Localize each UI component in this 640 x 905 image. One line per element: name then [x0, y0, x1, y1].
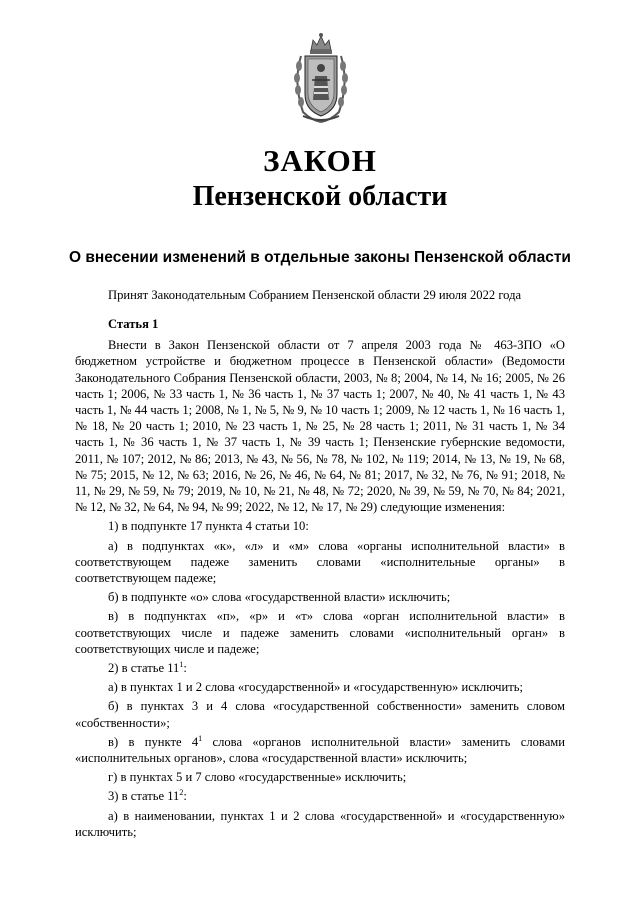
- accepted-note: Принят Законодательным Собранием Пензенской области 29 июля 2022 года: [108, 288, 522, 302]
- item-2-c-post: слова «органов исполнительной власти» заменить словами «исполнительных органов», слова «государственной власти» исключить;: [75, 734, 565, 766]
- item-1-b: б) в подпункте «о» слова «государственной власти» исключить;: [108, 590, 451, 605]
- region-title: Пензенской области: [192, 181, 448, 212]
- item-2-b: б) в пунктах 3 и 4 слова «государственной собственности» заменить словом «собственности»;: [75, 699, 565, 730]
- item-3-superscript: 2: [179, 788, 184, 798]
- article-intro: Внести в Закон Пензенской области от 7 апреля 2003 года № 463-ЗПО «О бюджетном устройстве и бюджетном процессе в Пензенской области» (Ведомости Законодательного Собрания Пензенской области, 2003, № 8; 2004, № 14, № 16; 2005, № 26 часть 1; 2006, № 33 часть 1, № 36 часть 1, № 37 часть 1; 2007, № 40, № 41 часть 1, № 43 часть 1, № 44 часть 1; 2008, № 1, № 5, № 9, № 10 часть 1; 2009, № 12 часть 1, № 16 часть 1, № 18, № 20 часть 1; 2010, № 23 часть 1, № 25, № 28 часть 1; 2011, № 31 часть 1, № 34 часть 1, № 36 часть 1, № 37 часть 1, № 39 часть 1; Пензенские губернские ведомости, 2011, № 107; 2012, № 86; 2013, № 43, № 56, № 78, № 102, № 119; 2014, № 13, № 19, № 68, № 75; 2015, № 12, № 63; 2016, № 26, № 46, № 64, № 81; 2017, № 32, № 76, № 91; 2018, № 11, № 29, № 59, № 79; 2019, № 10, № 21, № 48, № 72; 2020, № 39, № 59, № 70, № 84; 2021, № 12, № 32, № 64, № 94, № 99; 2022, № 12, № 17, № 29) следующие изменения:: [75, 338, 565, 515]
- item-1-a: а) в подпунктах «к», «л» и «м» слова «органы исполнительной власти» в соответствующем падеже заменить словами «исполнительные органы» в соответствующем падеже;: [75, 538, 565, 586]
- item-3-a: а) в наименовании, пунктах 1 и 2 слова «государственной» и «государственную» исключить;: [75, 808, 565, 839]
- item-2: 2) в статье $11^1$:: [108, 659, 187, 676]
- item-1: 1) в подпункте 17 пункта 4 статьи 10:: [108, 519, 309, 534]
- item-2-superscript: 1: [179, 659, 184, 669]
- item-3-text: 3) в статье 11: [108, 789, 180, 804]
- item-2-c-pre: в) в пункте 4: [108, 734, 199, 749]
- item-2-d: г) в пунктах 5 и 7 слово «государственные» исключить;: [108, 770, 407, 785]
- item-1-c: в) в подпунктах «п», «р» и «т» слова «орган исполнительной власти» в соответствующих числе и падеже заменить словами «исполнительный орган» в соответствующих числе и падеже;: [75, 609, 565, 656]
- law-subject: О внесении изменений в отдельные законы Пензенской области: [69, 249, 571, 266]
- item-2-text: 2) в статье 11: [108, 661, 180, 676]
- coat-of-arms-emblem: [291, 32, 351, 124]
- item-2-c: [75, 734, 565, 766]
- item-2-c-superscript: 1: [198, 733, 203, 743]
- law-body: [75, 316, 565, 843]
- item-2-a: а) в пунктах 1 и 2 слова «государственной» и «государственную» исключить;: [108, 680, 523, 695]
- item-3: 3) в статье $11^2$:: [108, 788, 187, 804]
- article-heading: Статья 1: [108, 317, 159, 331]
- law-title: ЗАКОН: [263, 143, 377, 178]
